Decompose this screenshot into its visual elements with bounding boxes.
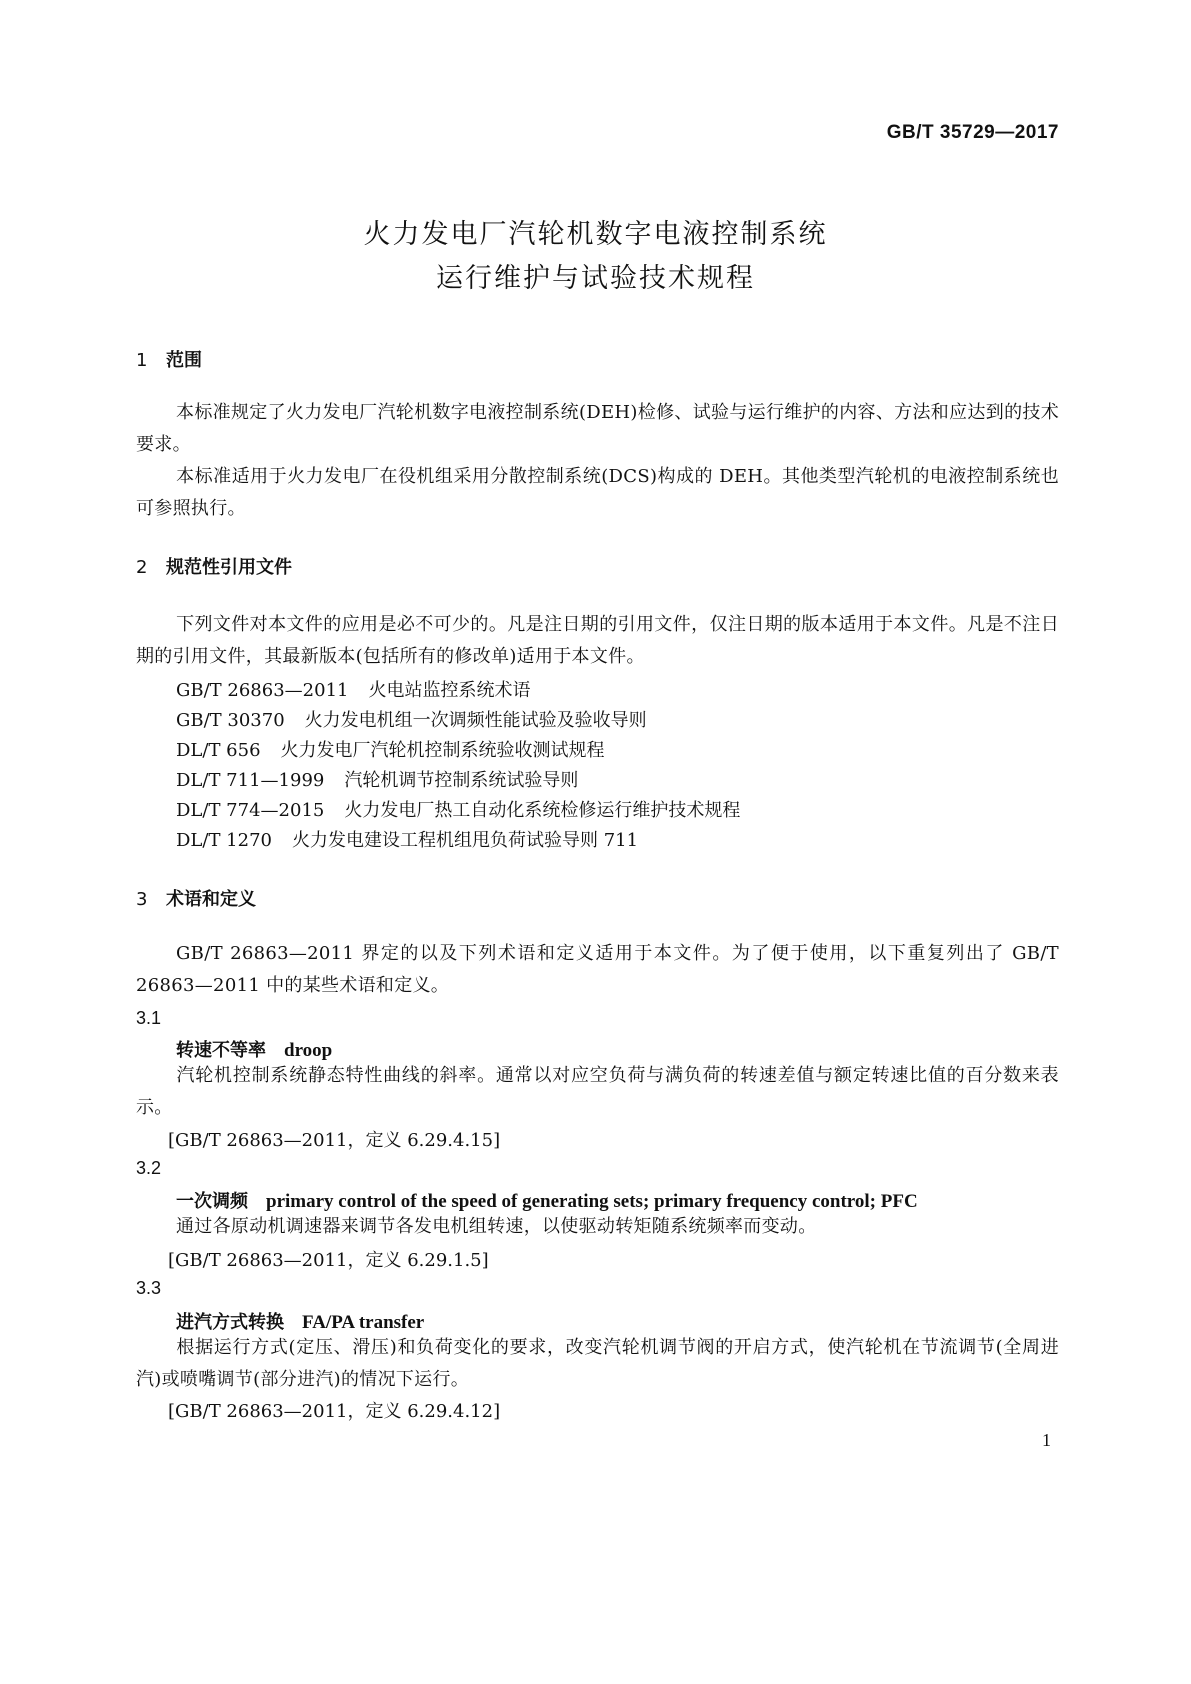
section-3-heading — [136, 885, 256, 911]
reference-item: DL/T 656 火力发电厂汽轮机控制系统验收测试规程 — [176, 740, 605, 761]
section-3-paragraph-1: GB/T 26863—2011 界定的以及下列术语和定义适用于本文件。为了便于使用，以下重复列出了 GB/T 26863—2011 中的某些术语和定义。 — [136, 943, 1059, 996]
section-number: 1 — [136, 350, 148, 371]
term-number: 3.3 — [136, 1278, 162, 1298]
term-source: [GB/T 26863—2011，定义 6.29.4.12] — [168, 1401, 501, 1422]
section-1-heading — [136, 346, 202, 372]
section-2-heading — [136, 553, 292, 579]
reference-item: DL/T 711—1999 汽轮机调节控制系统试验导则 — [176, 770, 579, 791]
section-1-paragraph-1: 本标准规定了火力发电厂汽轮机数字电液控制系统(DEH)检修、试验与运行维护的内容、方法和应达到的技术要求。 — [136, 402, 1059, 455]
term-definition: 汽轮机控制系统静态特性曲线的斜率。通常以对应空负荷与满负荷的转速差值与额定转速比值的百分数来表示。 — [136, 1065, 1059, 1118]
term-source: [GB/T 26863—2011，定义 6.29.1.5] — [168, 1250, 489, 1271]
reference-item: GB/T 30370 火力发电机组一次调频性能试验及验收导则 — [176, 710, 647, 731]
section-1-paragraph-2: 本标准适用于火力发电厂在役机组采用分散控制系统(DCS)构成的 DEH。其他类型汽轮机的电液控制系统也可参照执行。 — [136, 466, 1059, 519]
section-number: 2 — [136, 557, 148, 578]
section-title: 范围 — [166, 350, 202, 371]
section-number: 3 — [136, 889, 148, 910]
term-heading: 一次调频 primary control of the speed of generating sets; primary frequency control; PFC — [176, 1191, 918, 1212]
reference-item: DL/T 774—2015 火力发电厂热工自动化系统检修运行维护技术规程 — [176, 800, 741, 821]
reference-item: GB/T 26863—2011 火电站监控系统术语 — [176, 680, 531, 701]
term-definition: 通过各原动机调速器来调节各发电机组转速，以使驱动转矩随系统频率而变动。 — [176, 1216, 817, 1237]
term-heading: 转速不等率 droop — [176, 1040, 333, 1061]
term-number: 3.2 — [136, 1158, 162, 1178]
section-title: 规范性引用文件 — [166, 557, 292, 578]
reference-item: DL/T 1270 火力发电建设工程机组甩负荷试验导则 711 — [176, 830, 639, 851]
document-title-line2: 运行维护与试验技术规程 — [436, 263, 755, 294]
page-number: 1 — [1042, 1430, 1051, 1450]
section-2-paragraph-1: 下列文件对本文件的应用是必不可少的。凡是注日期的引用文件，仅注日期的版本适用于本文件。凡是不注日期的引用文件，其最新版本(包括所有的修改单)适用于本文件。 — [136, 614, 1059, 667]
term-definition: 根据运行方式(定压、滑压)和负荷变化的要求，改变汽轮机调节阀的开启方式，使汽轮机在节流调节(全周进汽)或喷嘴调节(部分进汽)的情况下运行。 — [136, 1337, 1059, 1390]
section-title: 术语和定义 — [166, 889, 256, 910]
term-heading: 进汽方式转换 FA/PA transfer — [176, 1312, 425, 1333]
standard-code: GB/T 35729—2017 — [886, 122, 1059, 143]
term-number: 3.1 — [136, 1008, 162, 1028]
term-source: [GB/T 26863—2011，定义 6.29.4.15] — [168, 1130, 501, 1151]
document-title-line1: 火力发电厂汽轮机数字电液控制系统 — [363, 219, 828, 250]
